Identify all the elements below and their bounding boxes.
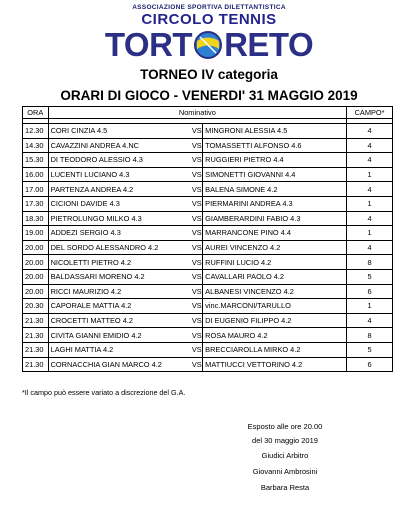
court-number: 4: [347, 124, 393, 139]
versus-label: VS: [190, 255, 203, 270]
versus-label: VS: [190, 167, 203, 182]
versus-label: VS: [190, 153, 203, 168]
player-one: LAGHI MATTIA 4.2: [48, 342, 190, 357]
player-two: GIAMBERARDINI FABIO 4.3: [203, 211, 347, 226]
versus-label: VS: [190, 240, 203, 255]
player-two: MATTIUCCI VETTORINO 4.2: [203, 357, 347, 372]
match-time: 20.00: [23, 284, 49, 299]
court-number: 4: [347, 182, 393, 197]
player-two: RUFFINI LUCIO 4.2: [203, 255, 347, 270]
player-one: CIVITA GIANNI EMIDIO 4.2: [48, 328, 190, 343]
table-row: [23, 313, 393, 328]
player-two: CAVALLARI PAOLO 4.2: [203, 269, 347, 284]
referee-heading: Giudici Arbitro: [261, 451, 309, 460]
versus-label: VS: [190, 342, 203, 357]
logo-word-right: RETO: [224, 26, 314, 63]
match-time: 20.00: [23, 255, 49, 270]
player-one: CAVAZZINI ANDREA 4.NC: [48, 138, 190, 153]
court-number: 4: [347, 313, 393, 328]
tournament-title: TORNEO IV categoria: [140, 67, 278, 82]
court-number: 1: [347, 167, 393, 182]
table-row: [23, 196, 393, 211]
match-time: 12.30: [23, 124, 49, 139]
court-number: 4: [347, 153, 393, 168]
court-number: 4: [347, 211, 393, 226]
player-one: NICOLETTI PIETRO 4.2: [48, 255, 190, 270]
table-row: [23, 153, 393, 168]
table-row: [23, 226, 393, 241]
header-players: Nominativo: [48, 107, 347, 119]
logo-club-name: CIRCOLO TENNIS: [141, 11, 277, 28]
match-time: 20.30: [23, 299, 49, 314]
player-one: ADDEZI SERGIO 4.3: [48, 226, 190, 241]
player-two: RUGGIERI PIETRO 4.4: [203, 153, 347, 168]
player-one: CAPORALE MATTIA 4.2: [48, 299, 190, 314]
versus-label: VS: [190, 196, 203, 211]
versus-label: VS: [190, 182, 203, 197]
table-row: [23, 138, 393, 153]
table-row: [23, 284, 393, 299]
versus-label: VS: [190, 357, 203, 372]
table-row: [23, 328, 393, 343]
header-time: ORA: [23, 107, 49, 119]
player-one: PARTENZA ANDREA 4.2: [48, 182, 190, 197]
player-one: CROCETTI MATTEO 4.2: [48, 313, 190, 328]
player-two: PIERMARINI ANDREA 4.3: [203, 196, 347, 211]
referee-name-2: Barbara Resta: [260, 483, 310, 492]
referee-name-1: Giovanni Ambrosini: [252, 467, 318, 476]
header-court: CAMPO*: [347, 107, 393, 119]
versus-label: VS: [190, 138, 203, 153]
player-one: BALDASSARI MORENO 4.2: [48, 269, 190, 284]
table-row: [23, 240, 393, 255]
match-time: 14.30: [23, 138, 49, 153]
player-two: MARRANCONE PINO 4.4: [203, 226, 347, 241]
schedule-table: [22, 106, 393, 372]
versus-label: VS: [190, 299, 203, 314]
match-time: 21.30: [23, 328, 49, 343]
player-two: SIMONETTI GIOVANNI 4.4: [203, 167, 347, 182]
court-number: 4: [347, 138, 393, 153]
table-row: [23, 342, 393, 357]
table-row: [23, 182, 393, 197]
match-time: 19.00: [23, 226, 49, 241]
player-one: CICIONI DAVIDE 4.3: [48, 196, 190, 211]
logo-wordmark: [0, 28, 418, 62]
court-number: 8: [347, 328, 393, 343]
court-number: 1: [347, 196, 393, 211]
match-time: 21.30: [23, 313, 49, 328]
schedule-title: ORARI DI GIOCO - VENERDI' 31 MAGGIO 2019: [60, 88, 358, 103]
player-one: CORNACCHIA GIAN MARCO 4.2: [48, 357, 190, 372]
versus-label: VS: [190, 211, 203, 226]
match-time: 15.30: [23, 153, 49, 168]
posted-time: Esposto alle ore 20.00: [247, 422, 323, 431]
player-two: TOMASSETTI ALFONSO 4.6: [203, 138, 347, 153]
match-time: 16.00: [23, 167, 49, 182]
court-number: 4: [347, 240, 393, 255]
player-two: ALBANESI VINCENZO 4.2: [203, 284, 347, 299]
player-two: AUREI VINCENZO 4.2: [203, 240, 347, 255]
player-one: LUCENTI LUCIANO 4.3: [48, 167, 190, 182]
player-one: RICCI MAURIZIO 4.2: [48, 284, 190, 299]
tennis-ball-icon: [193, 30, 223, 60]
court-number: 6: [347, 284, 393, 299]
court-number: 5: [347, 269, 393, 284]
table-row: [23, 269, 393, 284]
logo-association: ASSOCIAZIONE SPORTIVA DILETTANTISTICA: [132, 4, 286, 11]
table-row: [23, 211, 393, 226]
match-time: 20.00: [23, 240, 49, 255]
versus-label: VS: [190, 226, 203, 241]
match-time: 17.00: [23, 182, 49, 197]
versus-label: VS: [190, 269, 203, 284]
match-time: 17.30: [23, 196, 49, 211]
match-time: 21.30: [23, 357, 49, 372]
table-row: [23, 357, 393, 372]
table-header-row: [23, 107, 393, 119]
match-time: 20.00: [23, 269, 49, 284]
table-row: [23, 167, 393, 182]
versus-label: VS: [190, 328, 203, 343]
table-row: [23, 124, 393, 139]
court-note: *Il campo può essere variato a discrezione del G.A.: [22, 388, 186, 397]
player-one: DEL SORDO ALESSANDRO 4.2: [48, 240, 190, 255]
table-row: [23, 299, 393, 314]
player-one: CORI CINZIA 4.5: [48, 124, 190, 139]
court-number: 6: [347, 357, 393, 372]
player-two: vinc.MARCONI/TARULLO: [203, 299, 347, 314]
versus-label: VS: [190, 284, 203, 299]
player-one: DI TEODORO ALESSIO 4.3: [48, 153, 190, 168]
player-two: MINGRONI ALESSIA 4.5: [203, 124, 347, 139]
court-number: 8: [347, 255, 393, 270]
player-two: BRECCIAROLLA MIRKO 4.2: [203, 342, 347, 357]
player-one: PIETROLUNGO MILKO 4.3: [48, 211, 190, 226]
match-time: 18.30: [23, 211, 49, 226]
player-two: ROSA MAURO 4.2: [203, 328, 347, 343]
court-number: 1: [347, 226, 393, 241]
court-number: 5: [347, 342, 393, 357]
posted-date: del 30 maggio 2019: [252, 436, 318, 445]
table-row: [23, 255, 393, 270]
player-two: DI EUGENIO FILIPPO 4.2: [203, 313, 347, 328]
logo-word-left: TORT: [104, 26, 193, 63]
schedule-rows: [23, 124, 393, 372]
court-number: 1: [347, 299, 393, 314]
versus-label: VS: [190, 313, 203, 328]
match-time: 21.30: [23, 342, 49, 357]
player-two: BALENA SIMONE 4.2: [203, 182, 347, 197]
versus-label: VS: [190, 124, 203, 139]
